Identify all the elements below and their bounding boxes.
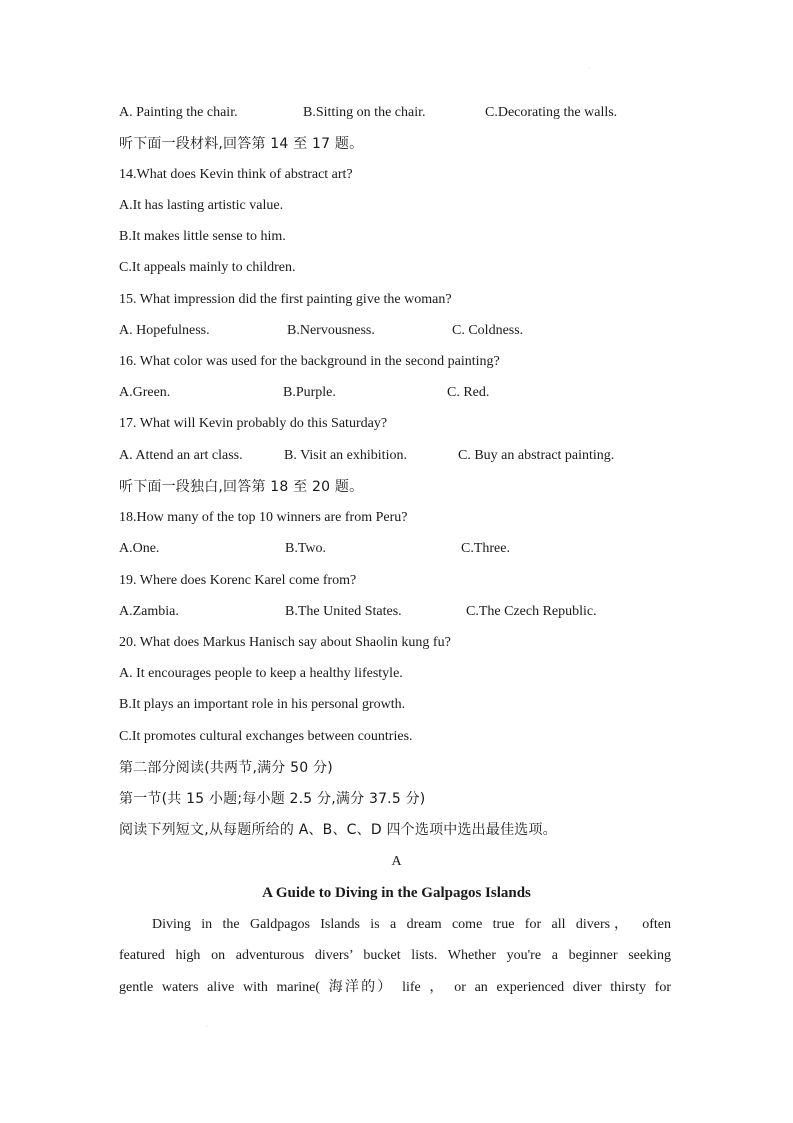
passage-letter: A: [391, 854, 402, 869]
question-20: 20. What does Markus Hanisch say about Shaolin kung fu?: [119, 635, 451, 650]
option-c: C. Buy an abstract painting.: [458, 448, 615, 463]
option-b: B.Nervousness.: [287, 323, 375, 338]
option-a: A. Painting the chair.: [119, 105, 238, 120]
part2-heading: 第二部分阅读(共两节,满分 50 分): [119, 760, 333, 776]
question-20-option-a: A. It encourages people to keep a healthy lifestyle.: [119, 666, 403, 681]
option-c: C. Red.: [447, 385, 490, 400]
question-14-option-c: C.It appeals mainly to children.: [119, 260, 296, 275]
option-b: B.Two.: [285, 541, 327, 556]
reading-instruction: 阅读下列短文,从每题所给的 A、B、C、D 四个选项中选出最佳选项。: [119, 822, 557, 838]
passage-title: A Guide to Diving in the Galpagos Islands: [262, 885, 531, 901]
question-14-option-a: A.It has lasting artistic value.: [119, 198, 284, 213]
option-c: C.Decorating the walls.: [485, 105, 618, 120]
passage-line-3: gentle waters alive with marine( 海洋的） life ， or an experienced diver thirsty for: [119, 980, 671, 995]
scan-speck: ·: [588, 66, 590, 72]
option-b: B.Sitting on the chair.: [303, 105, 426, 120]
question-20-option-c: C.It promotes cultural exchanges between countries.: [119, 729, 413, 744]
question-14-option-b: B.It makes little sense to him.: [119, 229, 286, 244]
section1-heading: 第一节(共 15 小题;每小题 2.5 分,满分 37.5 分): [119, 791, 426, 807]
question-17: 17. What will Kevin probably do this Saturday?: [119, 416, 388, 431]
option-a: A.Zambia.: [119, 604, 179, 619]
option-a: A. Attend an art class.: [119, 448, 243, 463]
option-c: C.Three.: [461, 541, 510, 556]
option-b: B.The United States.: [285, 604, 402, 619]
option-a: A. Hopefulness.: [119, 323, 210, 338]
question-14: 14.What does Kevin think of abstract art?: [119, 167, 353, 182]
question-18: 18.How many of the top 10 winners are from Peru?: [119, 510, 408, 525]
option-c: C.The Czech Republic.: [466, 604, 597, 619]
passage-line-2: featured high on adventurous divers’ bucket lists. Whether you're a beginner seeking: [119, 948, 671, 963]
passage-line-1: Diving in the Galdpagos Islands is a dream come true for all divers， often: [152, 917, 671, 932]
option-a: A.One.: [119, 541, 160, 556]
option-b: B. Visit an exhibition.: [284, 448, 407, 463]
scan-speck: ·: [206, 1024, 208, 1030]
question-15: 15. What impression did the first painting give the woman?: [119, 292, 452, 307]
section-heading-14-17: 听下面一段材料,回答第 14 至 17 题。: [119, 136, 364, 152]
option-b: B.Purple.: [283, 385, 336, 400]
option-c: C. Coldness.: [452, 323, 524, 338]
question-16: 16. What color was used for the background in the second painting?: [119, 354, 500, 369]
question-19: 19. Where does Korenc Karel come from?: [119, 573, 357, 588]
section-heading-18-20: 听下面一段独白,回答第 18 至 20 题。: [119, 479, 364, 495]
question-20-option-b: B.It plays an important role in his personal growth.: [119, 697, 406, 712]
option-a: A.Green.: [119, 385, 171, 400]
